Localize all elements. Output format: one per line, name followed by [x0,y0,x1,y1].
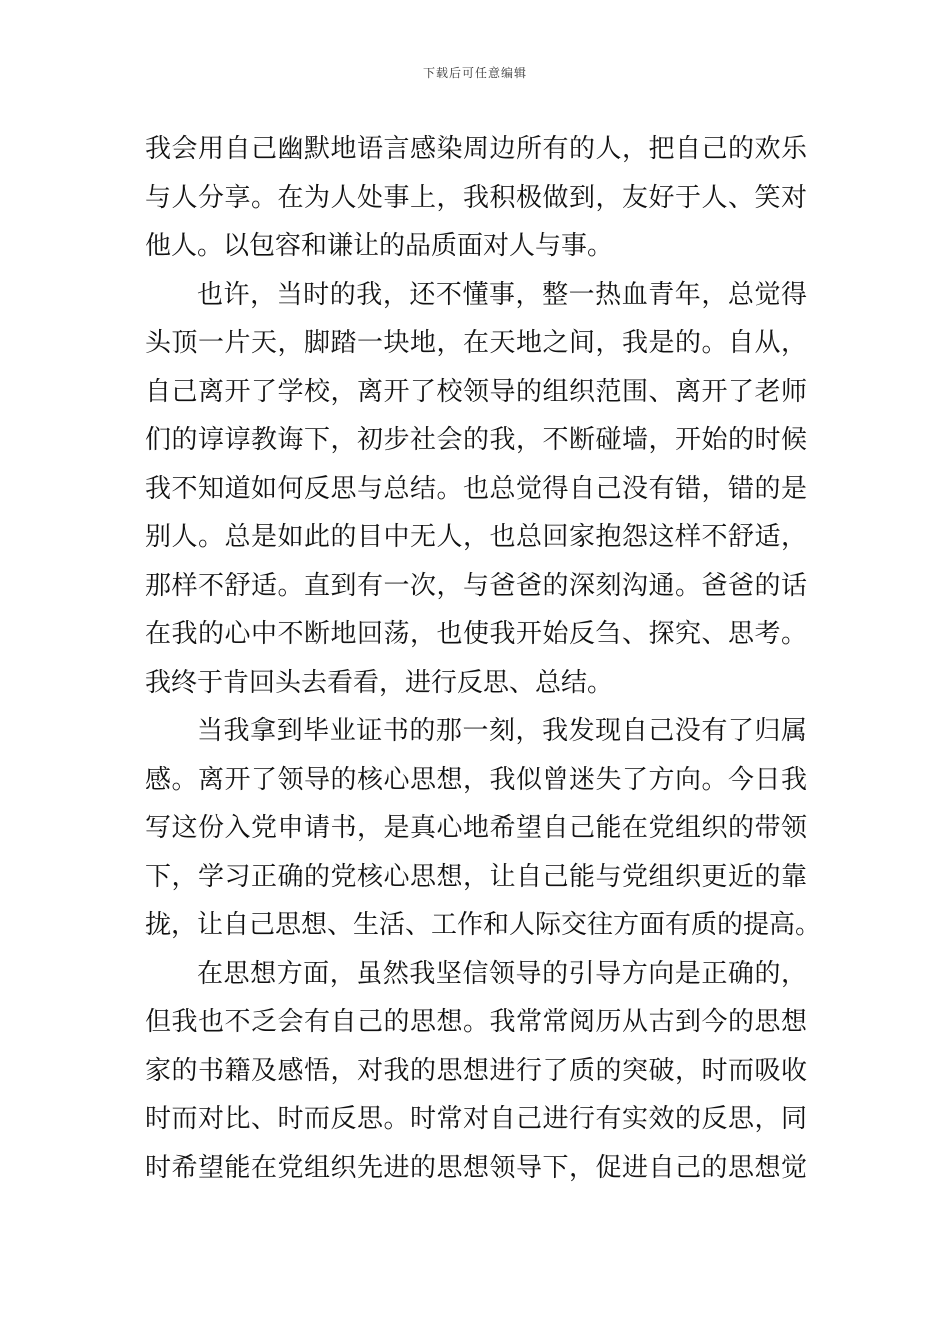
text-line: 也许，当时的我，还不懂事，整一热血青年，总觉得 [197,279,807,310]
text-line: 但我也不乏会有自己的思想。我常常阅历从古到今的思想 [145,1007,807,1037]
text-line: 他人。以包容和谦让的品质面对人与事。 [145,231,614,261]
text-line: 家的书籍及感悟，对我的思想进行了质的突破，时而吸收 [145,1055,807,1086]
text-line: 拢，让自己思想、生活、工作和人际交往方面有质的提高。 [145,910,822,940]
text-line: 下，学习正确的党核心思想，让自己能与党组织更近的靠 [145,861,807,892]
document-body [145,125,822,1192]
text-line: 时希望能在党组织先进的思想领导下，促进自己的思想觉 [145,1152,807,1183]
text-line: 当我拿到毕业证书的那一刻，我发现自己没有了归属 [197,716,807,746]
text-line: 别人。总是如此的目中无人，也总回家抱怨这样不舒适， [145,522,807,552]
paragraph-1 [145,125,807,271]
text-line: 那样不舒适。直到有一次，与爸爸的深刻沟通。爸爸的话 [145,570,807,601]
paragraph-3 [145,707,822,950]
text-line: 我不知道如何反思与总结。也总觉得自己没有错，错的是 [145,473,807,504]
text-line: 写这份入党申请书，是真心地希望自己能在党组织的带领 [145,813,807,843]
text-line: 头顶一片天，脚踏一块地，在天地之间，我是的。自从， [145,328,807,358]
page-header: 下载后可任意编辑 [422,66,527,80]
text-line: 们的谆谆教诲下，初步社会的我，不断碰墙，开始的时候 [145,425,807,455]
text-line: 感。离开了领导的核心思想，我似曾迷失了方向。今日我 [145,764,807,795]
text-line: 时而对比、时而反思。时常对自己进行有实效的反思，同 [145,1104,807,1134]
paragraph-4 [145,950,807,1193]
text-line: 在我的心中不断地回荡，也使我开始反刍、探究、思考。 [145,619,807,649]
text-line: 我会用自己幽默地语言感染周边所有的人，把自己的欢乐 [145,134,807,164]
text-line: 在思想方面，虽然我坚信领导的引导方向是正确的， [197,958,807,989]
text-line: 自己离开了学校，离开了校领导的组织范围、离开了老师 [145,376,807,407]
paragraph-2 [145,271,807,708]
text-line: 与人分享。在为人处事上，我积极做到，友好于人、笑对 [145,182,807,213]
text-line: 我终于肯回头去看看，进行反思、总结。 [145,667,614,698]
